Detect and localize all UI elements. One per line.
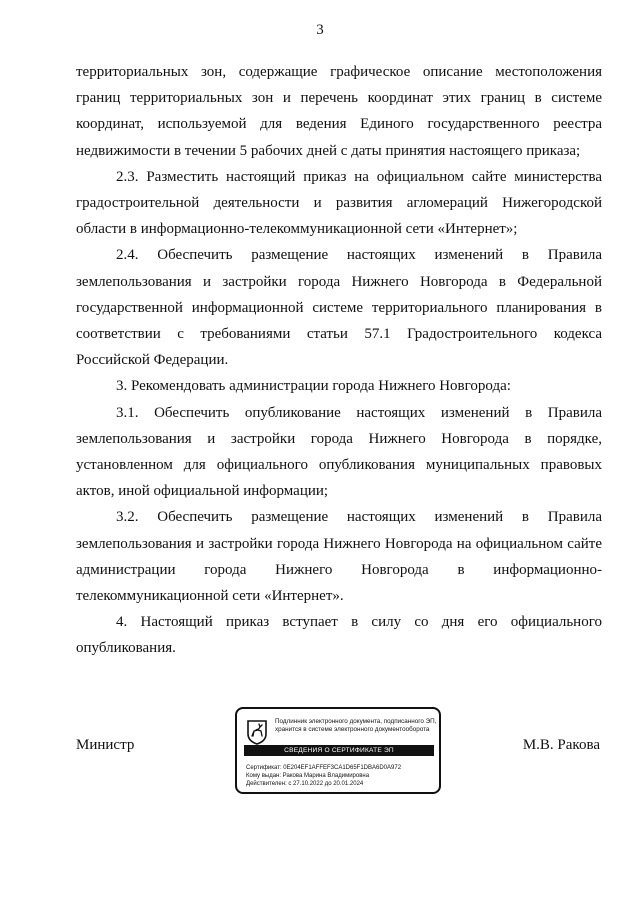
stamp-note: Подлинник электронного документа, подписанного ЭП, хранится в системе электронного документооборота bbox=[275, 718, 437, 733]
paragraph-4: 4. Настоящий приказ вступает в силу со дня его официального опубликования. bbox=[76, 614, 602, 657]
page-number: 3 bbox=[316, 22, 324, 38]
document-body bbox=[76, 59, 602, 662]
paragraph-3-2: 3.2. Обеспечить размещение настоящих изменений в Правила землепользования и застройки города Нижнего Новгорода на официальном сайте администрации города Нижнего Новгорода в информационно-телекоммуникационной сети «Интернет». bbox=[76, 509, 602, 605]
paragraph-3-1: 3.1. Обеспечить опубликование настоящих изменений в Правила землепользования и застройки города Нижнего Новгорода в порядке, установленном для официального опубликования муниципальных правовых актов, иной официальной информации; bbox=[76, 404, 602, 500]
signer-name: М.В. Ракова bbox=[522, 737, 600, 753]
stamp-details bbox=[246, 764, 401, 788]
signer-position: Министр bbox=[76, 737, 135, 753]
stamp-issued-to: Кому выдан: Ракова Марина Владимировна bbox=[246, 773, 370, 779]
paragraph-zones-coordinates: территориальных зон, содержащие графическое описание местоположения границ территориальных зон и перечень координат этих границ в системе координат, используемой для ведения Единого государственного реестра недвижимости в течении 5 рабочих дней с даты принятия настоящего приказа; bbox=[76, 64, 602, 159]
coat-of-arms-deer-icon bbox=[246, 719, 268, 745]
paragraph-3: 3. Рекомендовать администрации города Нижнего Новгорода: bbox=[116, 378, 511, 395]
stamp-validity: Действителен: с 27.10.2022 до 20.01.2024 bbox=[246, 781, 364, 787]
electronic-signature-stamp bbox=[235, 707, 441, 794]
stamp-certificate-number: Сертификат: 0E204EF1AFFEF3CA1D65F1DBA6D0A972 bbox=[246, 765, 402, 771]
stamp-certificate-header: СВЕДЕНИЯ О СЕРТИФИКАТЕ ЭП bbox=[244, 745, 434, 756]
paragraph-2-4: 2.4. Обеспечить размещение настоящих изменений в Правила землепользования и застройки города Нижнего Новгорода в Федеральной государственной информационной системе территориального планирования в соответствии с требованиями статьи 57.1 Градостроительного кодекса Российской Федерации. bbox=[76, 247, 602, 369]
paragraph-2-3: 2.3. Разместить настоящий приказ на официальном сайте министерства градостроительной деятельности и развития агломераций Нижегородской области в информационно-телекоммуникационной сети «Интернет»; bbox=[76, 168, 602, 238]
